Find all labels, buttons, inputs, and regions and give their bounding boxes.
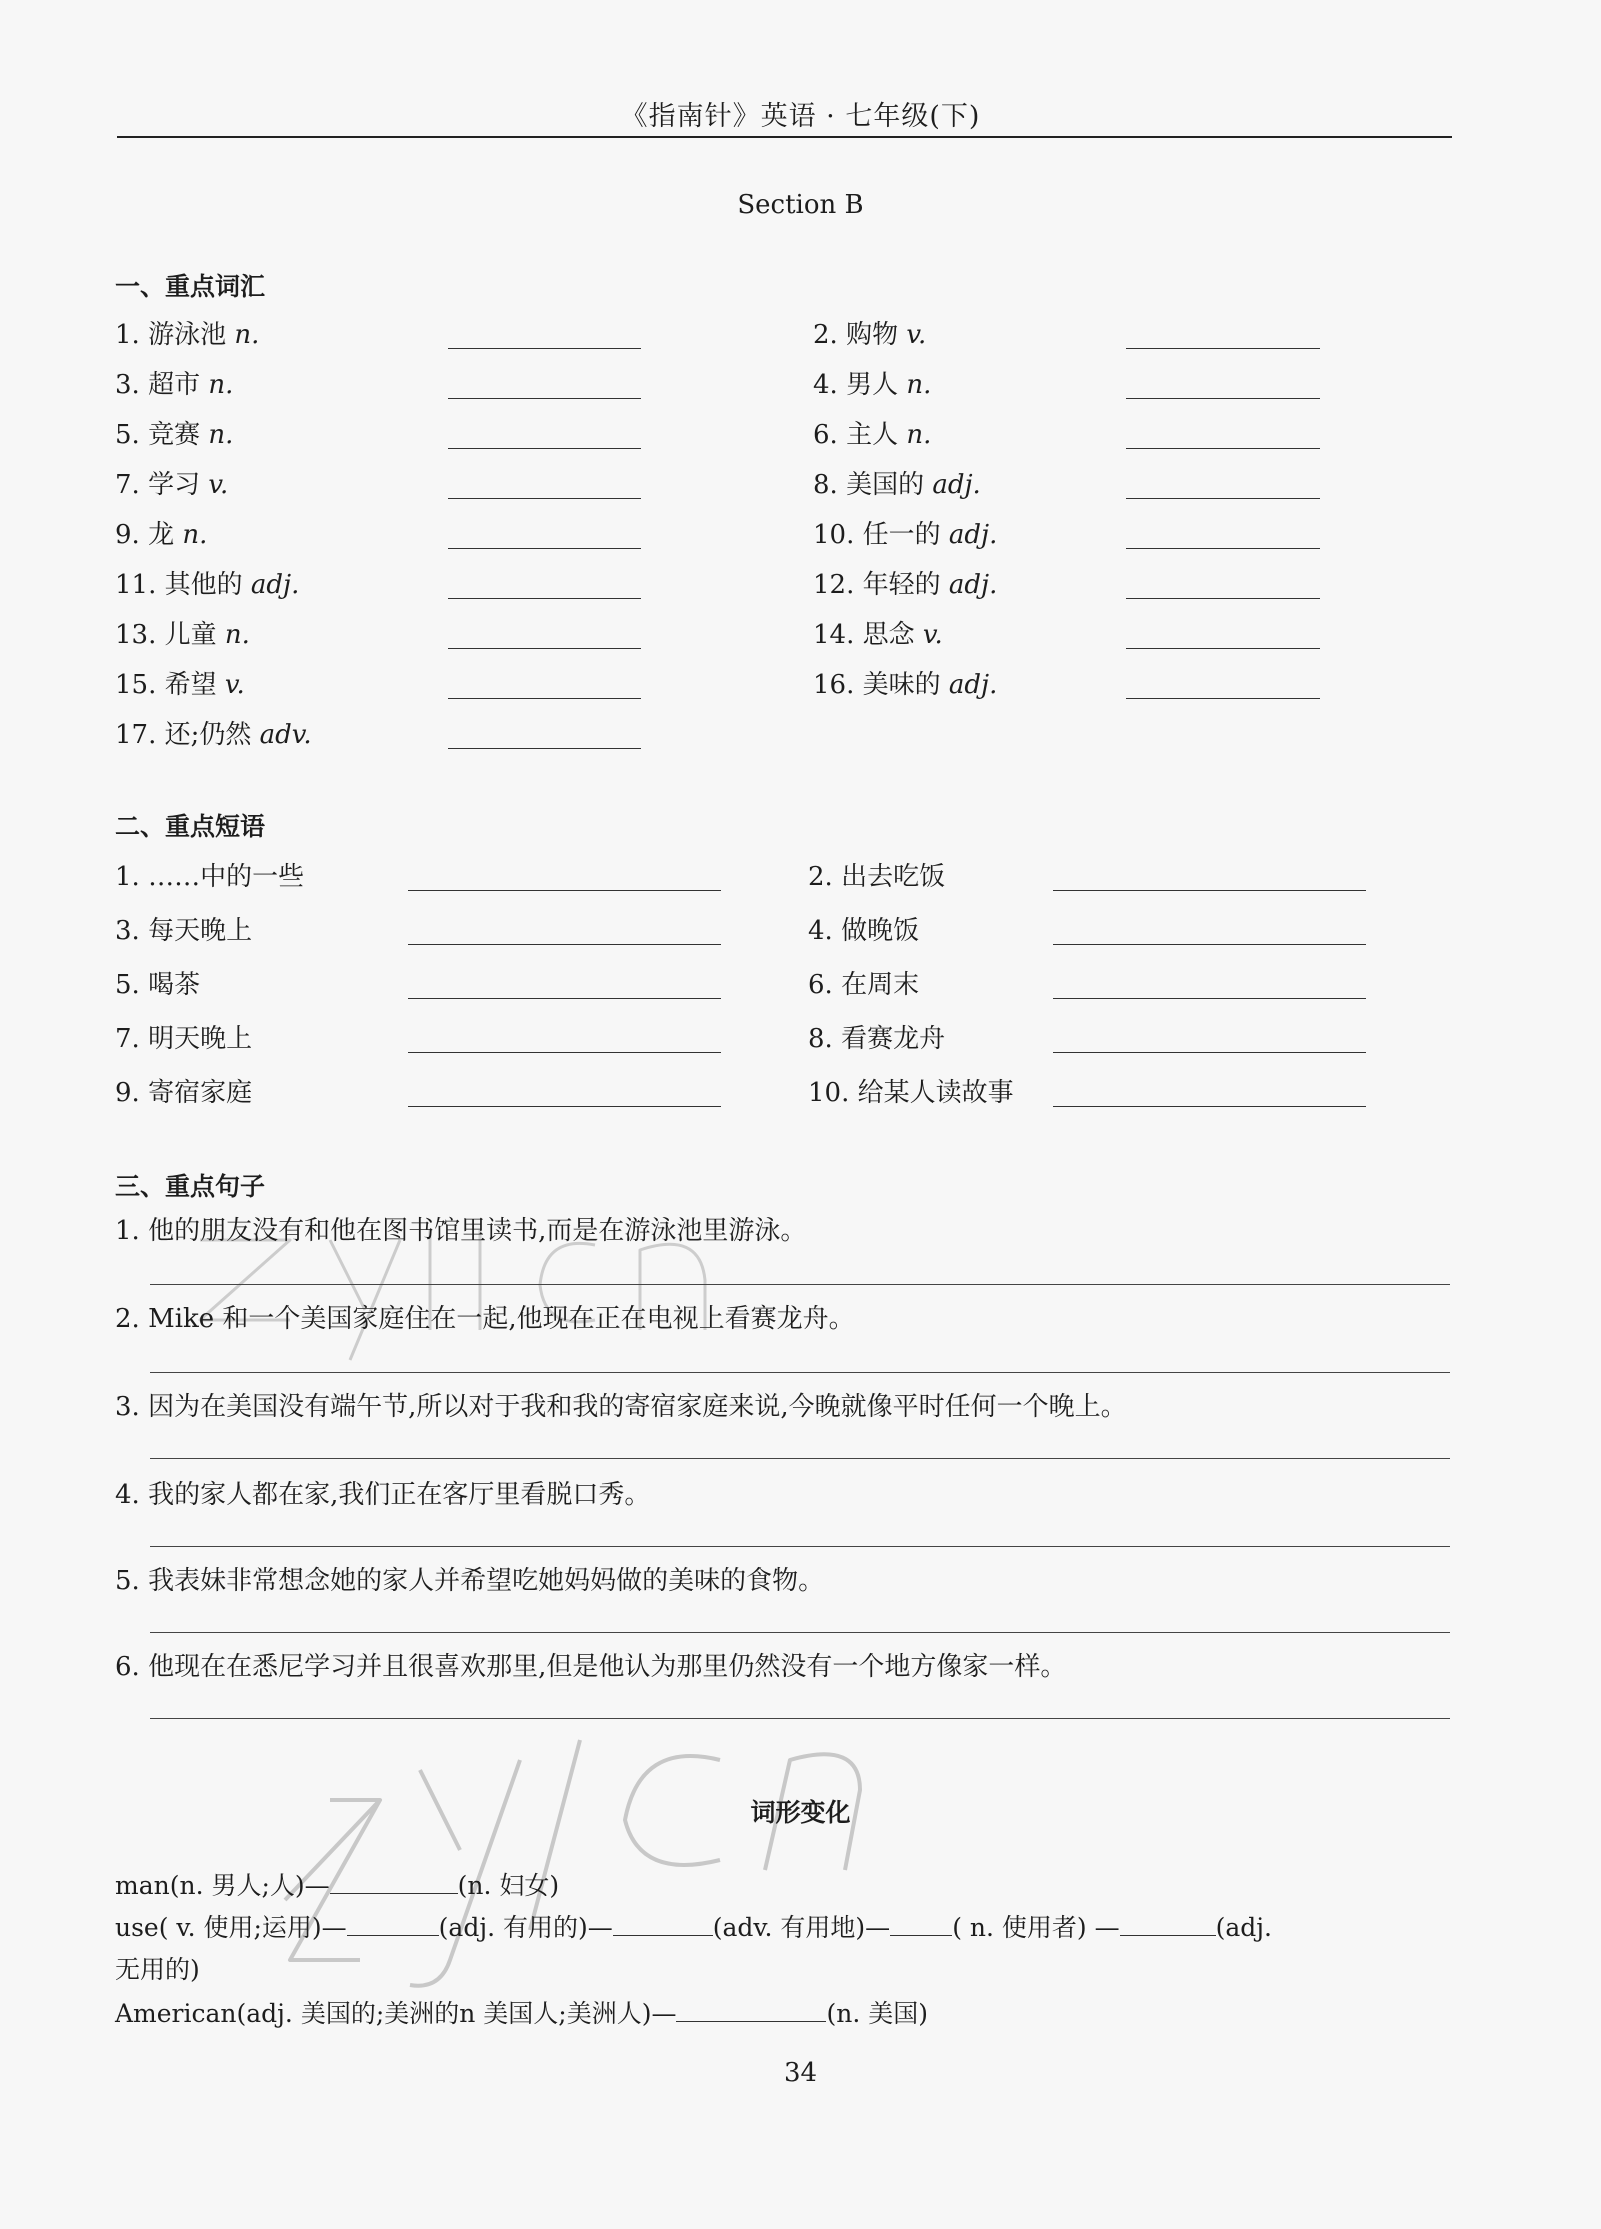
vocab-answer-blank[interactable] [1126, 698, 1320, 699]
vocab-item: 5. 竞赛 n. [115, 420, 234, 450]
phrase-item: 6. 在周末 [808, 970, 920, 1000]
vocab-item: 17. 还;仍然 adv. [115, 720, 312, 750]
phrase-item: 10. 给某人读故事 [808, 1078, 1014, 1108]
sentence-answer-line[interactable] [150, 1284, 1450, 1285]
word-form-blank[interactable] [676, 1996, 826, 2022]
vocab-item: 9. 龙 n. [115, 520, 208, 550]
vocab-answer-blank[interactable] [448, 598, 641, 599]
vocab-answer-blank[interactable] [1126, 348, 1320, 349]
sentence-item: 2. Mike 和一个美国家庭住在一起,他现在正在电视上看赛龙舟。 [115, 1304, 855, 1334]
vocab-answer-blank[interactable] [448, 648, 641, 649]
vocab-answer-blank[interactable] [1126, 498, 1320, 499]
word-form-blank[interactable] [347, 1910, 439, 1936]
sentence-item: 1. 他的朋友没有和他在图书馆里读书,而是在游泳池里游泳。 [115, 1216, 807, 1246]
vocab-item: 14. 思念 v. [813, 620, 943, 650]
vocab-answer-blank[interactable] [1126, 448, 1320, 449]
vocab-answer-blank[interactable] [448, 748, 641, 749]
header-rule [117, 136, 1452, 138]
word-form-line: use( v. 使用;运用)— (adj. 有用的)— (adv. 有用地)— ( n. 使用者) — (adj. [115, 1908, 1272, 1944]
phrase-item: 4. 做晚饭 [808, 916, 920, 946]
phrase-answer-blank[interactable] [408, 944, 721, 945]
phrase-answer-blank[interactable] [1053, 944, 1366, 945]
page-number: 34 [783, 2058, 818, 2088]
sentence-item: 4. 我的家人都在家,我们正在客厅里看脱口秀。 [115, 1480, 651, 1510]
vocab-answer-blank[interactable] [448, 448, 641, 449]
vocab-answer-blank[interactable] [448, 398, 641, 399]
phrase-item: 1. ……中的一些 [115, 862, 305, 892]
phrase-answer-blank[interactable] [1053, 998, 1366, 999]
vocab-item: 10. 任一的 adj. [813, 520, 998, 550]
section-title: Section B [737, 190, 864, 220]
vocab-item: 2. 购物 v. [813, 320, 927, 350]
vocab-item: 3. 超市 n. [115, 370, 234, 400]
sentence-item: 6. 他现在在悉尼学习并且很喜欢那里,但是他认为那里仍然没有一个地方像家一样。 [115, 1652, 1067, 1682]
word-form-blank[interactable] [330, 1868, 458, 1894]
phrase-answer-blank[interactable] [408, 998, 721, 999]
phrase-item: 3. 每天晚上 [115, 916, 253, 946]
word-form-blank[interactable] [1120, 1910, 1216, 1936]
vocab-item: 15. 希望 v. [115, 670, 245, 700]
vocab-answer-blank[interactable] [448, 348, 641, 349]
sentence-answer-line[interactable] [150, 1372, 1450, 1373]
page-header: 《指南针》英语 · 七年级(下) [620, 101, 981, 132]
word-form-line: 无用的) [115, 1955, 200, 1984]
word-form-line: man(n. 男人;人)— (n. 妇女) [115, 1866, 559, 1902]
phrase-item: 7. 明天晚上 [115, 1024, 253, 1054]
vocab-answer-blank[interactable] [1126, 398, 1320, 399]
phrase-answer-blank[interactable] [408, 890, 721, 891]
vocab-answer-blank[interactable] [1126, 598, 1320, 599]
vocab-heading: 一、重点词汇 [115, 272, 266, 301]
vocab-answer-blank[interactable] [448, 498, 641, 499]
phrase-item: 2. 出去吃饭 [808, 862, 946, 892]
vocab-item: 13. 儿童 n. [115, 620, 250, 650]
word-form-blank[interactable] [613, 1910, 713, 1936]
sentence-item: 5. 我表妹非常想念她的家人并希望吃她妈妈做的美味的食物。 [115, 1566, 825, 1596]
vocab-answer-blank[interactable] [1126, 548, 1320, 549]
vocab-answer-blank[interactable] [448, 548, 641, 549]
word-form-line: American(adj. 美国的;美洲的n 美国人;美洲人)— (n. 美国) [115, 1994, 928, 2030]
word-form-blank[interactable] [890, 1910, 952, 1936]
vocab-item: 1. 游泳池 n. [115, 320, 260, 350]
sentence-answer-line[interactable] [150, 1718, 1450, 1719]
phrase-answer-blank[interactable] [1053, 1106, 1366, 1107]
vocab-item: 8. 美国的 adj. [813, 470, 981, 500]
vocab-item: 6. 主人 n. [813, 420, 932, 450]
sentence-answer-line[interactable] [150, 1632, 1450, 1633]
vocab-item: 12. 年轻的 adj. [813, 570, 998, 600]
phrase-item: 5. 喝茶 [115, 970, 201, 1000]
vocab-answer-blank[interactable] [448, 698, 641, 699]
vocab-item: 11. 其他的 adj. [115, 570, 300, 600]
vocab-item: 7. 学习 v. [115, 470, 229, 500]
vocab-item: 16. 美味的 adj. [813, 670, 998, 700]
word-forms-title: 词形变化 [750, 1798, 851, 1827]
phrase-answer-blank[interactable] [408, 1052, 721, 1053]
sentence-item: 3. 因为在美国没有端午节,所以对于我和我的寄宿家庭来说,今晚就像平时任何一个晚上。 [115, 1392, 1127, 1422]
vocab-answer-blank[interactable] [1126, 648, 1320, 649]
phrases-heading: 二、重点短语 [115, 812, 266, 841]
sentence-answer-line[interactable] [150, 1458, 1450, 1459]
phrase-item: 8. 看赛龙舟 [808, 1024, 946, 1054]
phrase-answer-blank[interactable] [1053, 890, 1366, 891]
phrase-item: 9. 寄宿家庭 [115, 1078, 253, 1108]
sentences-heading: 三、重点句子 [115, 1172, 266, 1201]
sentence-answer-line[interactable] [150, 1546, 1450, 1547]
phrase-answer-blank[interactable] [1053, 1052, 1366, 1053]
phrase-answer-blank[interactable] [408, 1106, 721, 1107]
vocab-item: 4. 男人 n. [813, 370, 932, 400]
